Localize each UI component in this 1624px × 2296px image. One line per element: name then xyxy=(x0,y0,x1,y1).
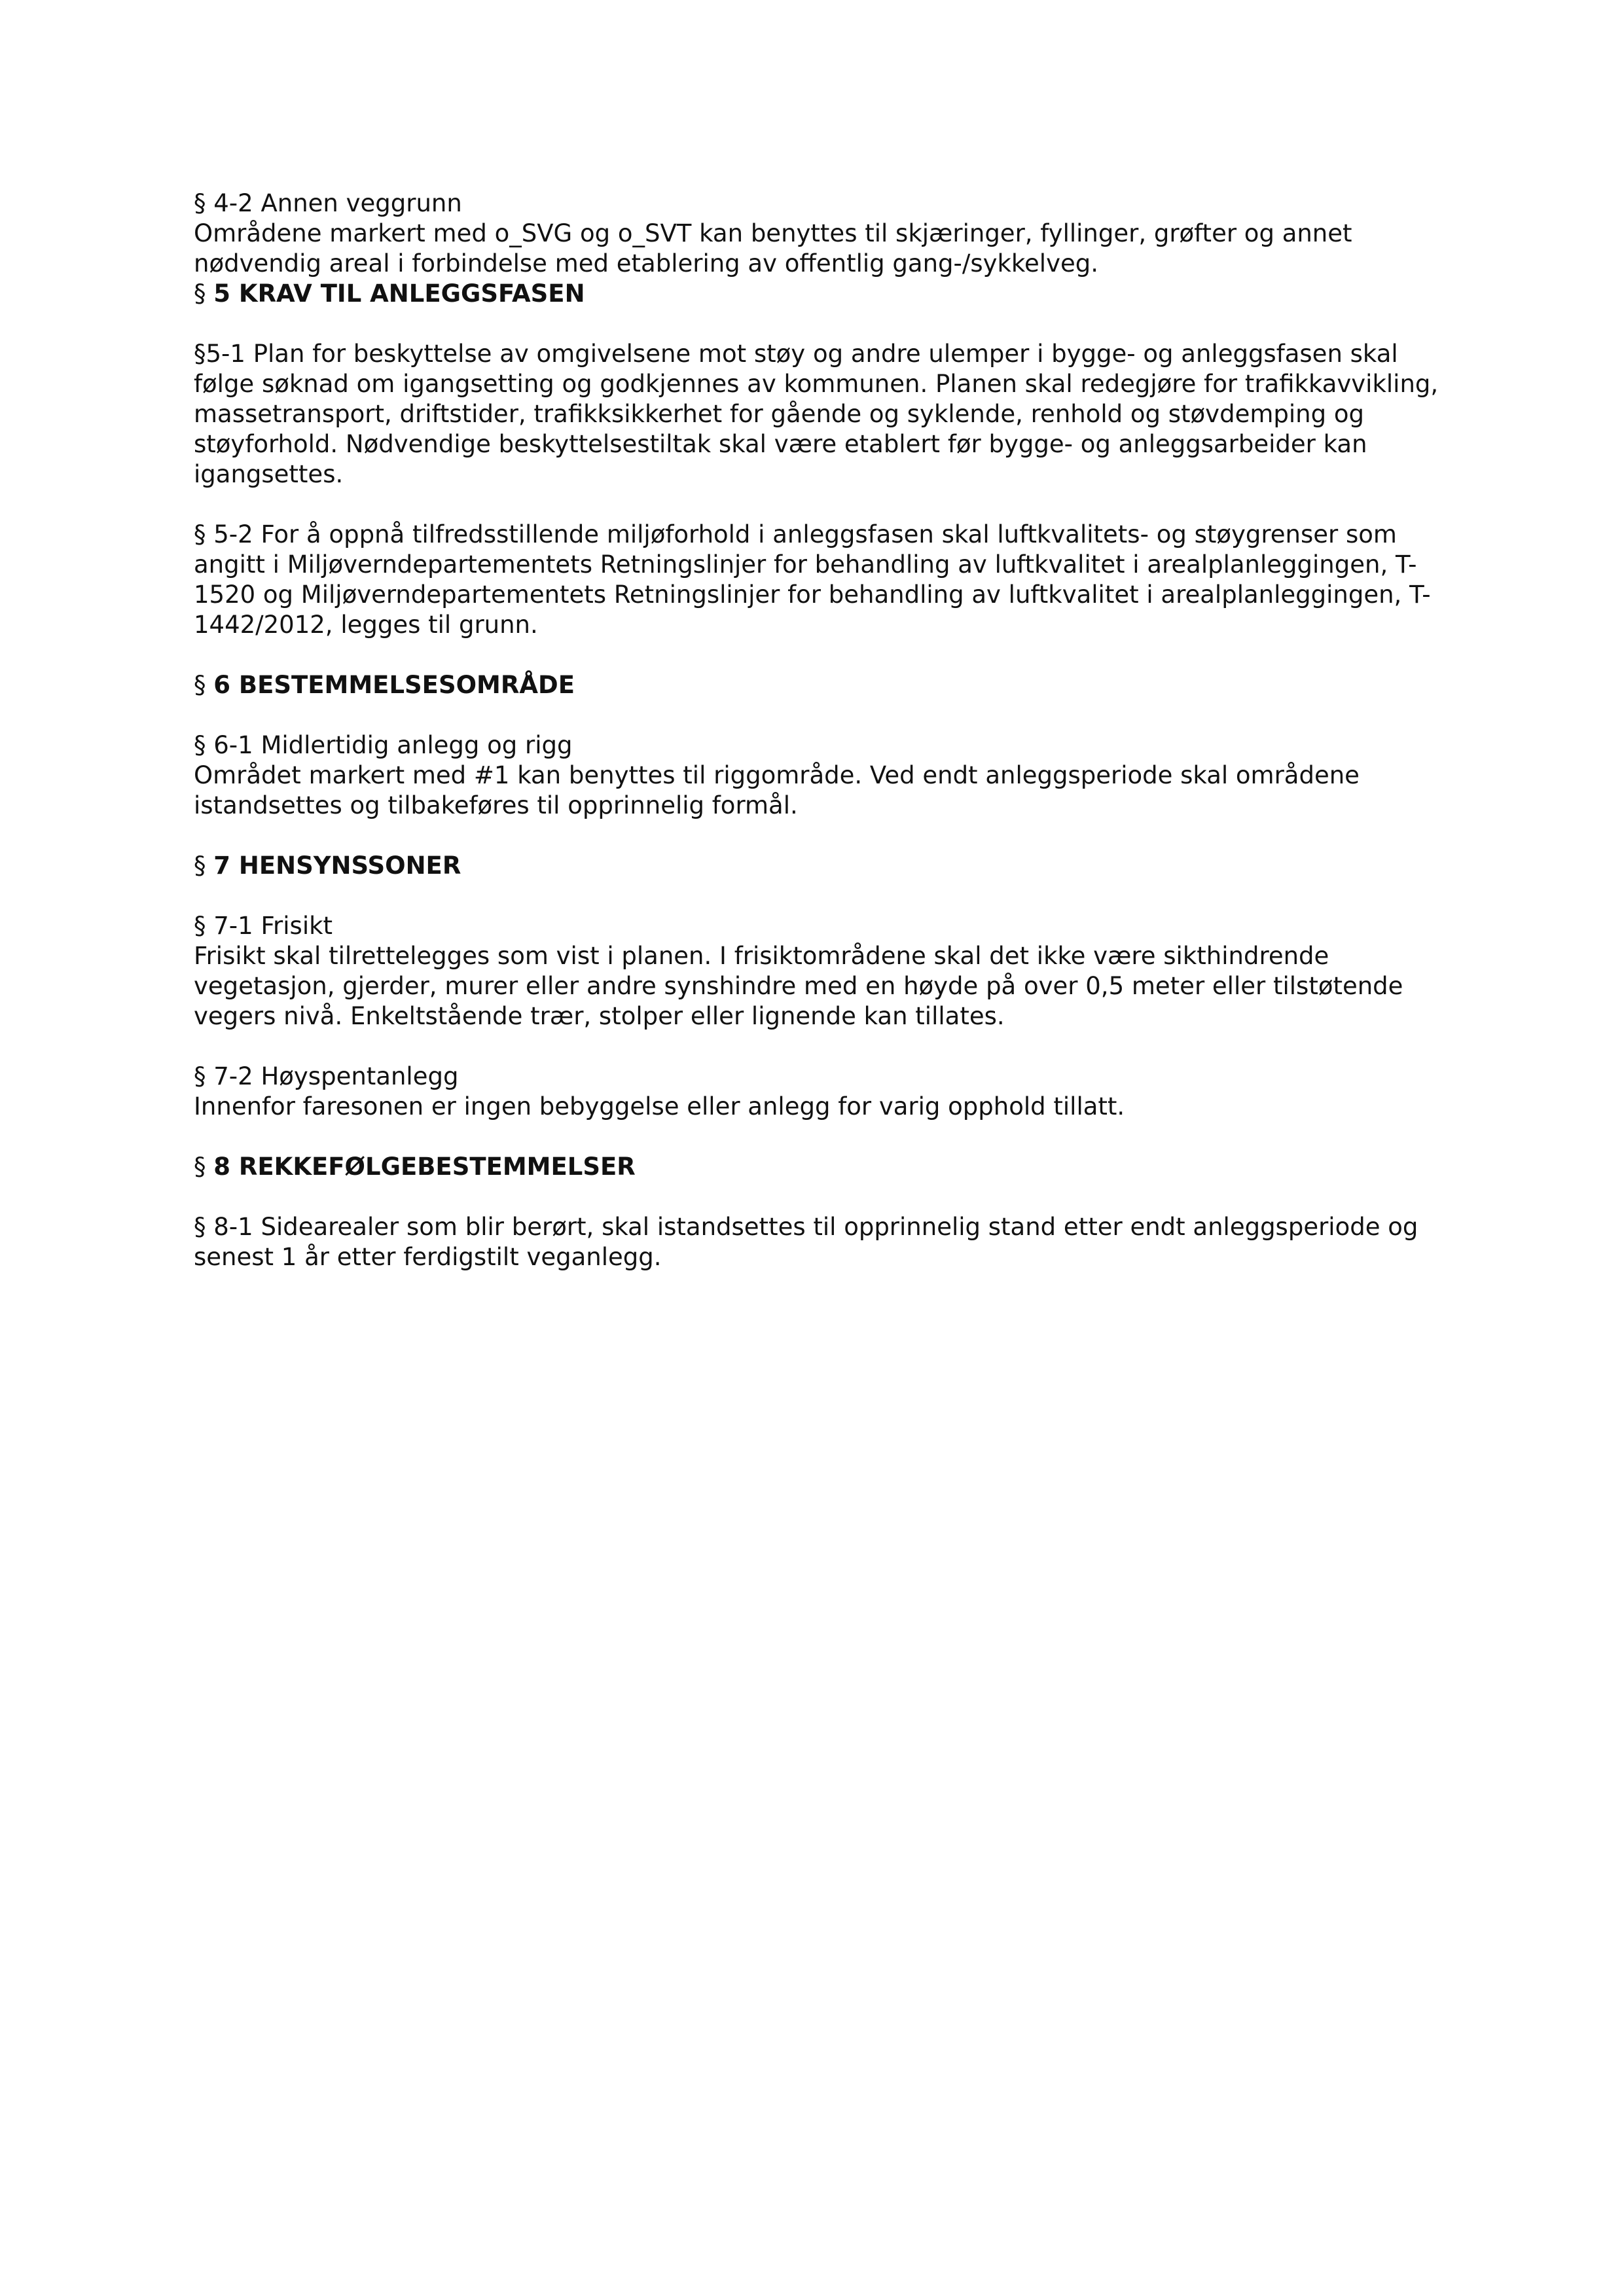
section-5-title: 5 KRAV TIL ANLEGGSFASEN xyxy=(213,279,585,308)
section-7-2-body: Innenfor faresonen er ingen bebyggelse eller anlegg for varig opphold tillatt. xyxy=(194,1092,1125,1121)
section-7-1-body: Frisikt skal tilrettelegges som vist i planen. I frisiktområdene skal det ikke være sikthindrende vegetasjon, gjerder, murer eller andre synshindre med en høyde på over 0,5 meter eller tilstøtende vegers nivå. Enkeltstående trær, stolper eller lignende kan tillates. xyxy=(194,942,1403,1030)
section-6-1-body: Området markert med #1 kan benyttes til riggområde. Ved endt anleggsperiode skal områdene istandsettes og tilbakeføres til opprinnelig formål. xyxy=(194,761,1360,819)
section-4-2-body: Områdene markert med o_SVG og o_SVT kan benyttes til skjæringer, fyllinger, grøfter og annet nødvendig areal i forbindelse med etablering av offentlig gang-/sykkelveg. xyxy=(194,219,1352,278)
spacer xyxy=(194,1031,1464,1062)
section-symbol: § xyxy=(194,671,206,699)
section-symbol: § xyxy=(194,1153,206,1181)
section-5-heading xyxy=(194,279,1464,309)
spacer xyxy=(194,1182,1464,1212)
section-6-title: 6 BESTEMMELSESOMRÅDE xyxy=(213,671,575,699)
spacer xyxy=(194,821,1464,851)
section-7-2-title: § 7-2 Høyspentanlegg xyxy=(194,1062,459,1090)
section-7-heading xyxy=(194,851,1464,881)
spacer xyxy=(194,309,1464,339)
section-5-1-body: §5-1 Plan for beskyttelse av omgivelsene mot støy og andre ulemper i bygge- og anleggsfasen skal følge søknad om igangsetting og godkjennes av kommunen. Planen skal redegjøre for trafikkavvikling, massetransport, driftstider, trafikksikkerhet for gående og syklende, renhold og støvdemping og støyforhold. Nødvendige beskyttelsestiltak skal være etablert før bygge- og anleggsarbeider kan igangsettes. xyxy=(194,340,1439,488)
section-7-1-title: § 7-1 Frisikt xyxy=(194,912,333,940)
section-8-heading xyxy=(194,1152,1464,1182)
section-8-1-body: § 8-1 Sidearealer som blir berørt, skal istandsettes til opprinnelig stand etter endt anleggsperiode og senest 1 år etter ferdigstilt veganlegg. xyxy=(194,1213,1418,1271)
spacer xyxy=(194,640,1464,670)
section-8-title: 8 REKKEFØLGEBESTEMMELSER xyxy=(213,1153,636,1181)
spacer xyxy=(194,490,1464,520)
section-symbol: § xyxy=(194,852,206,880)
spacer xyxy=(194,881,1464,911)
section-symbol: § xyxy=(194,279,206,308)
section-5-2-body: § 5-2 For å oppnå tilfredsstillende miljøforhold i anleggsfasen skal luftkvalitets- og støygrenser som angitt i Miljøverndepartementets Retningslinjer for behandling av luftkvalitet i arealplanleggingen, T-1520 og Miljøverndepartementets Retningslinjer for behandling av luftkvalitet i arealplanleggingen, T-1442/2012, legges til grunn. xyxy=(194,520,1431,639)
spacer xyxy=(194,1122,1464,1152)
spacer xyxy=(194,700,1464,730)
section-6-1-title: § 6-1 Midlertidig anlegg og rigg xyxy=(194,731,573,759)
section-6-heading xyxy=(194,670,1464,700)
section-7-title: 7 HENSYNSSONER xyxy=(213,852,461,880)
document-page xyxy=(194,188,1464,1272)
section-4-2-title: § 4-2 Annen veggrunn xyxy=(194,189,462,217)
